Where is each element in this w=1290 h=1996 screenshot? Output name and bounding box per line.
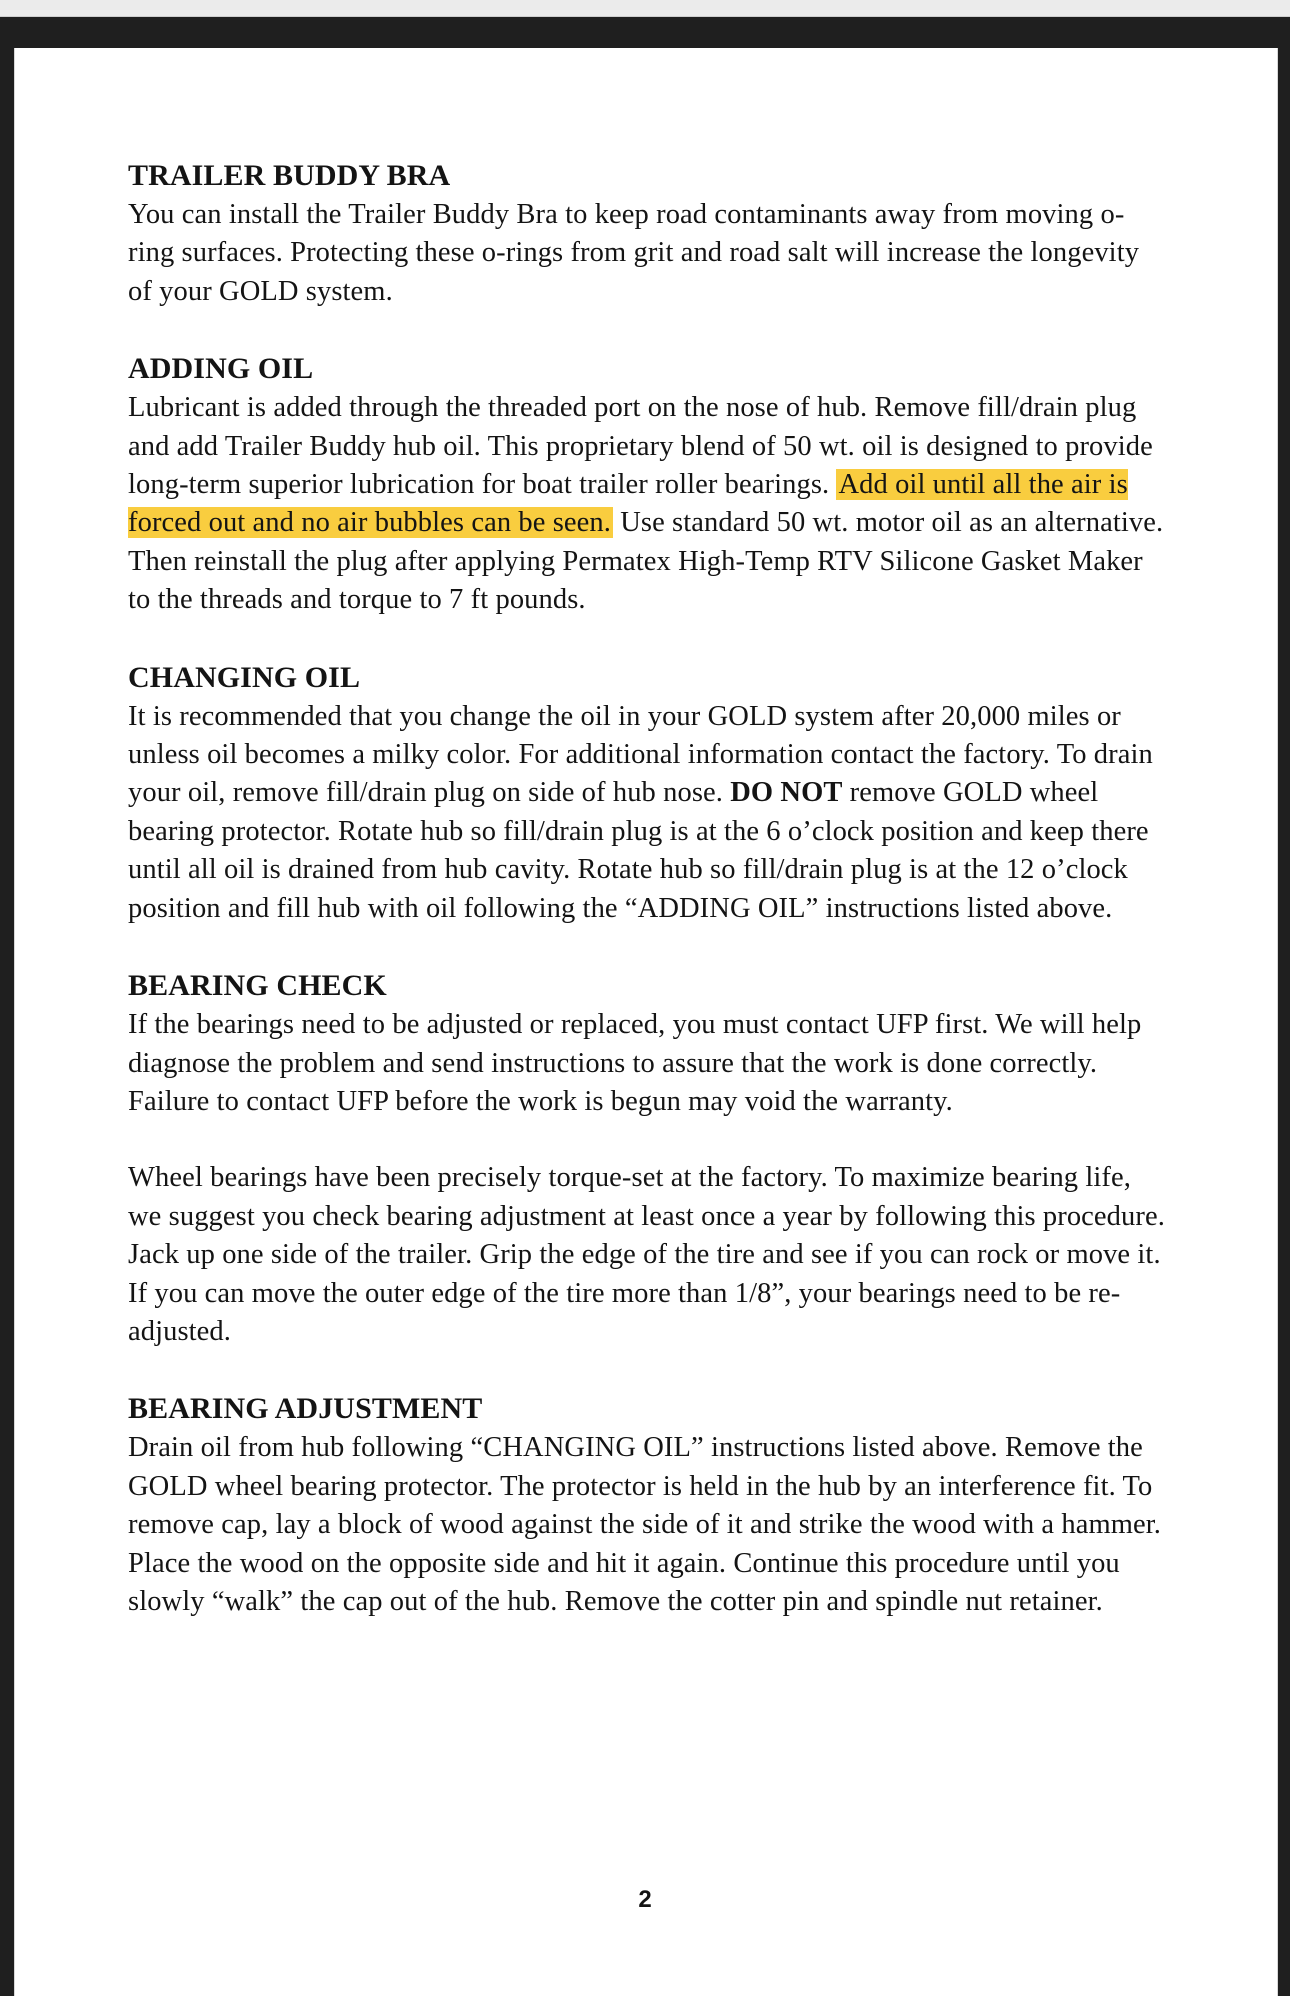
section-paragraph: If the bearings need to be adjusted or replaced, you must contact UFP first. We will help diagnose the problem and send instructions to assure that the work is done correctly. Failure to contact UFP before the work is begun may void the warranty.	[128, 1009, 1142, 1117]
viewer-title-strip	[0, 0, 1290, 17]
section-heading: ADDING OIL	[128, 352, 314, 386]
paragraph-text: Lubricant is added through the threaded port on the nose of hub. Remove fill/drain plug and add Trailer Buddy hub oil. This proprietary blend of 50 wt. oil is designed to provide long-term superior lubrication for boat trailer roller bearings.	[128, 392, 1153, 501]
section-heading: TRAILER BUDDY BRA	[128, 159, 451, 192]
viewer-left-gutter	[0, 48, 14, 1996]
section-changing-oil	[128, 658, 1168, 928]
section-bearing-check	[128, 966, 1168, 1351]
highlighted-text[interactable]: Add oil until all the air is forced out and no air bubbles can be seen.	[128, 469, 1128, 539]
section-heading: BEARING CHECK	[128, 969, 387, 1003]
section-adding-oil	[128, 349, 1168, 619]
section-trailer-buddy-bra	[128, 156, 1168, 311]
viewer-top-bar	[0, 0, 1290, 48]
page-number: 2	[638, 1886, 652, 1913]
section-paragraph: You can install the Trailer Buddy Bra to keep road contaminants away from moving o-ring surfaces. Protecting these o-rings from grit and road salt will increase the longevity of your GOLD system.	[128, 199, 1140, 307]
page-content	[128, 156, 1168, 1659]
bold-warning-text: DO NOT	[730, 777, 843, 809]
section-paragraph: Drain oil from hub following “CHANGING OIL” instructions listed above. Remove the GOLD wheel bearing protector. The protector is held in the hub by an interference fit. To remove cap, lay a block of wood against the side of it and strike the wood with a hammer. Place the wood on the opposite side and hit it again. Continue this procedure until you slowly “walk” the cap out of the hub. Remove the cotter pin and spindle nut retainer.	[128, 1432, 1162, 1617]
paragraph-text: remove GOLD wheel bearing protector. Rotate hub so fill/drain plug is at the 6 o’clock position and keep there until all oil is drained from hub cavity. Rotate hub so fill/drain plug is at the 12 o’clock position and fill hub with oil following the “ADDING OIL” instructions listed above.	[128, 777, 1149, 924]
paragraph-text: It is recommended that you change the oil in your GOLD system after 20,000 miles or unless oil becomes a milky color. For additional information contact the factory. To drain your oil, remove fill/drain plug on side of hub nose.	[128, 700, 1153, 809]
viewer-right-gutter	[1276, 48, 1290, 1996]
section-bearing-adjustment	[128, 1389, 1168, 1621]
section-heading: BEARING ADJUSTMENT	[128, 1392, 483, 1426]
section-paragraph	[128, 698, 1168, 928]
section-paragraph	[128, 389, 1168, 619]
paragraph-text: Use standard 50 wt. motor oil as an alternative. Then reinstall the plug after applying Permatex High-Temp RTV Silicone Gasket Maker to the threads and torque to 7 ft pounds.	[128, 507, 1164, 616]
section-heading: CHANGING OIL	[128, 660, 361, 694]
section-paragraph: Wheel bearings have been precisely torque-set at the factory. To maximize bearing life, we suggest you check bearing adjustment at least once a year by following this procedure. Jack up one side of the trailer. Grip the edge of the tire and see if you can rock or move it. If you can move the outer edge of the tire more than 1/8”, your bearings need to be re-adjusted.	[128, 1162, 1165, 1347]
